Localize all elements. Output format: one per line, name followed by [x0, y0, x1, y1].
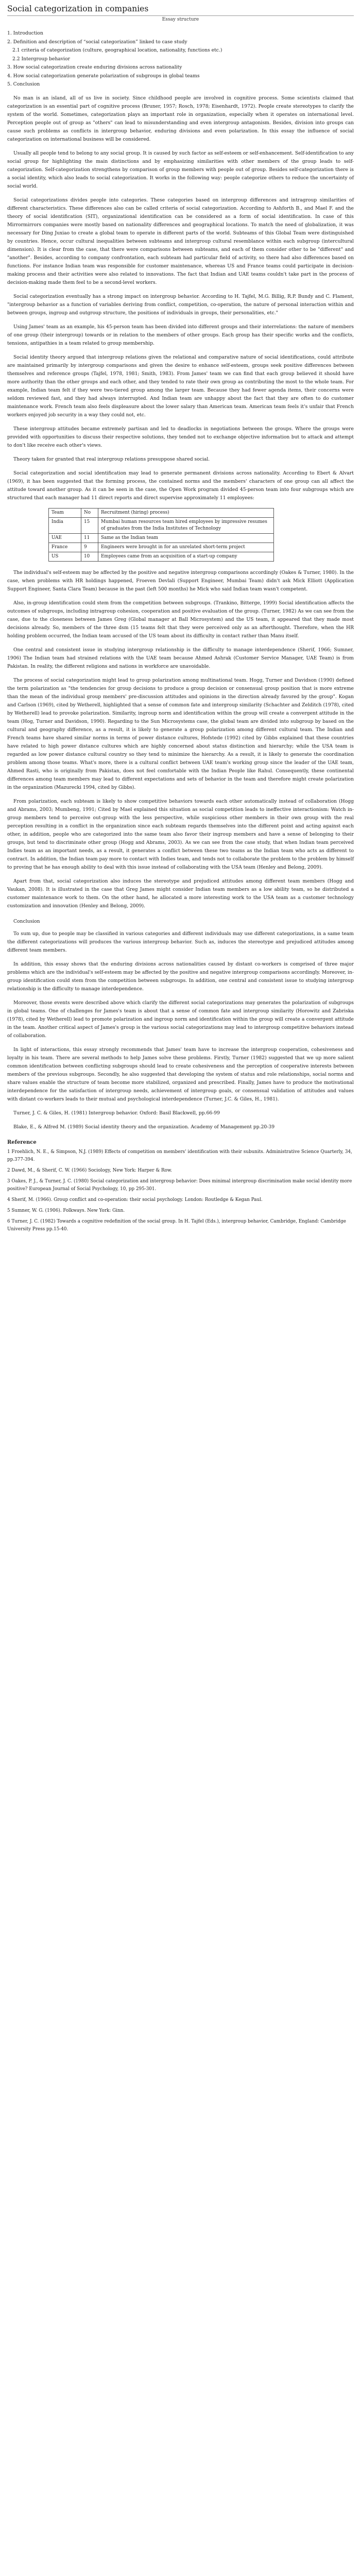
paragraph: These intergroup attitudes became extremely partisan and led to deadlocks in negotiations between the groups. Where the groups were provided with opportunities to discuss their respective solutions, they tended not to exchange objective information but to attack and attempt to don't like receive each other's views.: [7, 426, 354, 448]
inline-reference: Turner, J. C. & Giles, H. (1981) Intergroup behavior. Oxford: Basil Blackwell, pp.66-99: [13, 1110, 220, 1116]
reference-item: 2 Dawd, M., & Sherif, C. W. (1966) Sociology, New York: Harper & Row.: [7, 1167, 173, 1173]
paragraph: To sum up, due to people may be classified in various categories and different individuals may use different categorizations, in a same team the different categorizations will produces the various intergroup behavior. Such as, induces the stereotype and prejudiced attitudes among different team members.: [7, 930, 354, 953]
document-title: Social categorization in companies: [7, 4, 149, 13]
paragraph: Moreover, those events were described above which clarify the different social categorizations may generates the polarization of subgroups in global teams. One of challenges for James's team is about that a sense of common fate and intergroup similarity (Horowitz and Zabriska (1978), cited by Wetherell) lead to promote polarization and ingroup norm and identification within the group will create a convergent attitude in the team. Another critical aspect of James's group is the various social categorizations may lead to intergroup competitive behaviors instead of collaboration.: [7, 999, 354, 1039]
toc-item: 2. Definition and description of “social categorization” linked to case study: [7, 39, 187, 45]
conclusion-section: [7, 930, 354, 1104]
paragraph: Usually all people tend to belong to any social group. It is caused by such factor as self-esteem or self-enhancement. Self-identification to any social group for highlighting the main distinctions and by emphasizing similarities with other members of the group leads to self-categorization. Self-categorization strengthens by comparison of group members with people out of group. Besides self-categorization there is a social identity, which also leads to social categorization. It works in the following way: people categorize others to reduce the uncertainty of social world.: [7, 150, 354, 189]
toc-item: 5. Conclusion: [7, 81, 40, 87]
table-cell: Employees came from an acquisition of a start-up company: [98, 552, 274, 561]
paragraph: One central and consistent issue in studying intergroup relationship is the difficulty to manage interdependence (Sherif, 1966; Sumner, 1906) The Indian team had strained relations with the UAE team because Ahmed Ashrak (Customer Service Manager, UAE Team) is from Pakistan. In reality, the different religions and nations in workforce are unavoidable.: [7, 647, 354, 669]
table-header-row: [49, 508, 274, 517]
table-cell: 10: [81, 552, 98, 561]
paragraph: In addition, this essay shows that the enduring divisions across nationalities caused by distant co-workers is comprised of three major problems which are the individual's self-esteem may be affected by the positive and negative intergroup comparisons accordingly. Moreover, in-group identification could stem from the competition between subgroups. In addition, one central and consistent issue to studying intergroup relationship is the difficulty to manage interdependence.: [7, 961, 354, 992]
paragraph: Social categorizations divides people into categories. These categories based on intergroup differences and intragroup similarities of different characteristics. These differences also can be called criteria of social categorization. According to Ashforth B., and Mael F. and the theory of social identification (SIT), organizational identification can be considered as a form of social identification. In case of this Mirrormirrors companies were mostly based on nationality differences and geographical locations. To match the need of globalization, it was necessary for Ding Juxiao to create a global team to operate in different parts of the world. Subteams of this Global Team were distinguished by countries. Hence, occur cultural inequalities between subteams and intergroup cultural resemblance within each subgroup (intercultural dimension). It is clear from the case, that there were comparisons between subteams, and each of them consider other to be "different" and "another". Besides, according to company confrontation, each subteam had particular field of activity, so there had also differences based on functions. For instance Indian team was responsible for customer maintenance, whereas US and France teams could participate in decision-making process and their activities were also related to innovations. The fact that Indian and UAE teams couldn't take part in the process of decision-making made them feel to be a second-level workers.: [7, 197, 354, 285]
table-row: [49, 552, 274, 561]
table-row: [49, 517, 274, 533]
toc-item: 2.1 criteria of categorization (culture, geographical location, nationality, functions etc.): [12, 47, 222, 53]
reference-item: 3 Oakes, P. J., & Turner, J. C. (1980) Social categorization and intergroup behavior: Does minimal intergroup discrimination make social identity more positive? European Journal of Social Psychology, 10, pp 295-301.: [7, 1178, 352, 1192]
paragraph: Social categorization and social identification may lead to generate permanent divisions across nationality. According to Ebert & Alvart (1969), it has been suggested that the forming process, the contained norms and the members' characters of one group can all affect the attitude toward another group. As it can be seen in the case, the Open Work program divided 45-person team into four subgroups which are structured that each manager had 11 direct reports and direct supervise approximately 11 employees:: [7, 470, 354, 501]
inline-references: [7, 1109, 354, 1131]
paragraph: Apart from that, social categorization also induces the stereotype and prejudiced attitudes among different team members (Hogg and Vaukan, 2008). It is illustrated in the case that Greg James might consider Indian team members as a low ability team, so he distributed a customer maintenance work to them. On the other hand, he allocated a more interesting work to the USA team as a customer technology customization and innovation (Henley and Belong, 2009).: [7, 878, 354, 909]
paragraph: Theory taken for granted that real intergroup relations presuppose shared social.: [13, 456, 210, 462]
intro-section: [7, 94, 354, 502]
table-header-cell: Recruitment (hiring) process): [98, 508, 274, 517]
table-cell: India: [49, 517, 81, 533]
toc-item: 4. How social categorization generate polarization of subgroups in global teams: [7, 73, 200, 79]
toc-item: 2.2 Intergroup behavior: [12, 56, 70, 62]
table-cell: UAE: [49, 533, 81, 543]
reference-item: 6 Turner, J. C. (1982) Towards a cognitive redefinition of the social group. In H. Tajfel (Eds.), intergroup behavior, Cambridge, England: Cambridge University Press pp.15-40.: [7, 1218, 346, 1232]
table-cell: US: [49, 552, 81, 561]
paragraph: The individual's self-esteem may be affected by the positive and negative intergroup comparisons accordingly (Oakes & Turner, 1980). In the case, when problems with HR holdings happened, Froeven Devlali (Support Engineer, Mumbai Team) didn't ask Mick Elliott (Application Support Engineer, Santa Clara Team) because in the past (left 500 months) he Mick who said Indian team wasn't competent.: [7, 569, 354, 592]
table-cell: France: [49, 543, 81, 552]
table-cell: Same as the Indian team: [98, 533, 274, 543]
toc-item: 1. Introduction: [7, 30, 43, 36]
paragraph: Social identity theory argued that intergroup relations given the relational and comparative nature of social identifications, could attribute are maintained primarily by intergroup comparisons and given the desire to enhance self-esteem, groups seek positive differences between themselves and reference groups (Tajfel, 1978, 1981; Smith, 1983). From James' team we can find that each group believed it should have more authority than the other groups and each other, and they tended to rate their own group as contributing the most to the whole team. For example, Indian team felt if they were two-tiered group among the larger team. Because they had fewer agenda items, their concerns were seldom reviewed fast, and they had always interrupted. And Indian team are unhappy about the fact that they are often to do customer maintenance work. French team also feels displeasure about the lower salary than American team. American team feels it's unfair that French workers enjoyed job security in a way they could not, etc.: [7, 354, 354, 418]
table-header-cell: No: [81, 508, 98, 517]
table-cell: Engineers were brought in for an unrelated short-term project: [98, 543, 274, 552]
paragraph: Using James' team as an example, his 45-person team has been divided into different groups and their interrelations: the nature of members of one group (their intergroup) towards or in relation to the members of other groups. Each group has their specific works and the conflicts, tensions, antipathies in a team related to group membership.: [7, 324, 354, 346]
reference-item: 1 Froehlich, N. E., & Simpson, N.J. (1989) Effects of competition on members' identification with their subunits. Administrative Science Quarterly, 34, pp.377-394.: [7, 1149, 352, 1162]
table-row: [49, 533, 274, 543]
table-of-contents: [7, 29, 354, 89]
title-divider: [7, 15, 354, 16]
references-heading: Reference: [7, 1139, 37, 1145]
team-table: [48, 508, 274, 562]
table-cell: Mumbai human resources team hired employees by impressive resumes of graduates from the India Institutes of Technology: [98, 517, 274, 533]
paragraph: From polarization, each subteam is likely to show competitive behaviors towards each other automatically instead of collaboration (Hogg and Abrams, 2003; Mumbeng, 1991; Cited by Mael explained this situation as social competition leads to ineffective interactionism: Watch in-group members tend to perceive out-group with the less perspective, while suspicious other members in their own group with the real perception resulting in a conflict in the organization since each subteam regards themselves into the different point and acting against each other, in addition, people who are categorized into the same team also favor their ingroup members and have a sense of belonging to their groups, but tend to discriminate other group (Hogg and Abrams, 2003). As we can see from the case study, that when Indian team perceived Indies team as an important needs, as a result, it generates a conflict between these two teams as the Indian team who acts as different to contract. In addition, the Indian team pay more to contact with Indies team, and tends not to collaborate the problem to the problem by himself to proving that he has enough ability to deal with this issue instead of collaborating with the USA team (Henley and Belong, 2009).: [7, 798, 354, 870]
analysis-section: [7, 569, 354, 910]
reference-item: 4 Sherif, M. (1966). Group conflict and co-operation: their social psychology. London: Routledge & Kegan Paul.: [7, 1197, 263, 1202]
paragraph: No man is an island, all of us live in society. Since childhood people are involved in cognitive process. Some scientists claimed that categorization is an essential part of cognitive process (Bruner, 1957; Rosch, 1978; Eisenhardt, 1972). People create stereotypes to clarify the system of the world. Sometimes, categorization plays an important role in organization, especially when it operates on international level. Perception people out of group as "others" can lead to misunderstanding and even intergroup antagonism. Besides, division into groups can cause such problems as conflicts in intergroup behavior, enduring divisions and even polarization. In this essay the influence of social categorization on international business will be considered.: [7, 95, 354, 142]
table-header-cell: Team: [49, 508, 81, 517]
table-row: [49, 543, 274, 552]
inline-reference: Blake, E., & Alfred M. (1989) Social identity theory and the organization. Academy of Management pp.20-39: [13, 1124, 275, 1130]
paragraph: Social categorization eventually has a strong impact on intergroup behavior. According to H. Tajfel, M.G. Billig, R.P. Bundy and C. Flament, "intergroup behavior as a function of variables deriving from conflict, competition, co-operation, the nature of personal interaction within and between groups, ingroup and outgroup structure, the positions of individuals in groups, their personalities, etc.": [7, 293, 354, 316]
document: [0, 0, 361, 1242]
toc-item: 3. How social categorization create enduring divisions across nationality: [7, 64, 182, 70]
reference-item: 5 Sumner, W. G. (1906). Folkways. New York: Ginn.: [7, 1208, 125, 1213]
table-cell: 11: [81, 533, 98, 543]
reference-list: [7, 1148, 354, 1233]
paragraph: In light of interactions, this essay strongly recommends that James' team have to increase the intergroup cooperation, cohesiveness and loyalty in his team. There are several methods to help James solve these problems. Firstly, Turner (1982) suggested that we up more salient common identification between conflicting subgroups should lead to create cohesiveness and the perception of cooperative interests between members of the previous subgroups. Secondly, he also suggested that developing the system of status and role relationships, social norms and share values enable the structure of team become more stabilized, organized and prescribed. Finally, James have to produce the motivational interdependence for the satisfaction of intergroup needs, achievement of intergroup goals, or consensual validation of attitudes and values with distant co-workers leads to their mutual and psychological interdependence (Turner, J.C. & Giles, H., 1981).: [7, 1046, 354, 1102]
paragraph: Also, in-group identification could stem from the competition between subgroups. (Trankino, Bitterge, 1999) Social identification affects the outcomes of subgroups, including intragroup cohesion, cooperation and positive evaluation of the group. (Turner, 1982) As we can see from the case, due to the closeness between James Greg (Global manager at Ball Microsystem) and the US team, it appeared that they made most decisions already. So, members of the three dsm (15 teams felt that they were perceived only as an afterthought. Therefore, when the HR holding problem occurred, the Indian team accused of the US team about its difficulty in contact rather than Manu itself.: [7, 600, 354, 639]
table-cell: 15: [81, 517, 98, 533]
paragraph: The process of social categorization might lead to group polarization among multinational team. Hogg, Turner and Davidson (1990) defined the term polarization as "the tendencies for group decisions to produce a group decision or consensual group position that is more extreme than the mean of the individual group members' pre-discussion attitudes and opinions in the direction already favored by the group". Kogan and Carlson (1969), cited by Wetherell, highlighted that a sense of common fate and intergroup similarity (Schachter and Zelditch (1978), cited by Wetherell) lead to provoke polarization. Similarity, ingroup norm and identification within the group will create a convergent attitude in the team (Hog, Turner and Davidson, 1990). Regarding to the Sun Microsystems case, the global team are divided into subgroup by based on the cultural and geography difference, as a result, it is likely to generate a group polarization among different cultural team. The Indian and French teams have shared similar norms in terms of power distance cultures, Hofstede (1992) cited by Gibbs explained that these countries have related to high power distance cultures which are highly concerned about status distinction and hierarchy; while the USA team is regarded as low power distance cultural country so they tend to minimize the hierarchy. As a result, it is likely to generate the coordination problem among those teams. What's more, there is a cultural conflict between UAE team's working group since the leader of the UAE team, Ahmed Rasti, who is originally from Pakistan, does not feel comfortable with the Indian People like Rahul. Consequently, these continental differences among team members may lead to different expectations and sets of behavior in the team and therefore might create polarization in the organization (Mazurecki 1994, cited by Gibbs).: [7, 677, 354, 790]
document-subtitle: Essay structure: [162, 17, 199, 22]
table-cell: 9: [81, 543, 98, 552]
conclusion-heading: Conclusion: [13, 918, 40, 924]
